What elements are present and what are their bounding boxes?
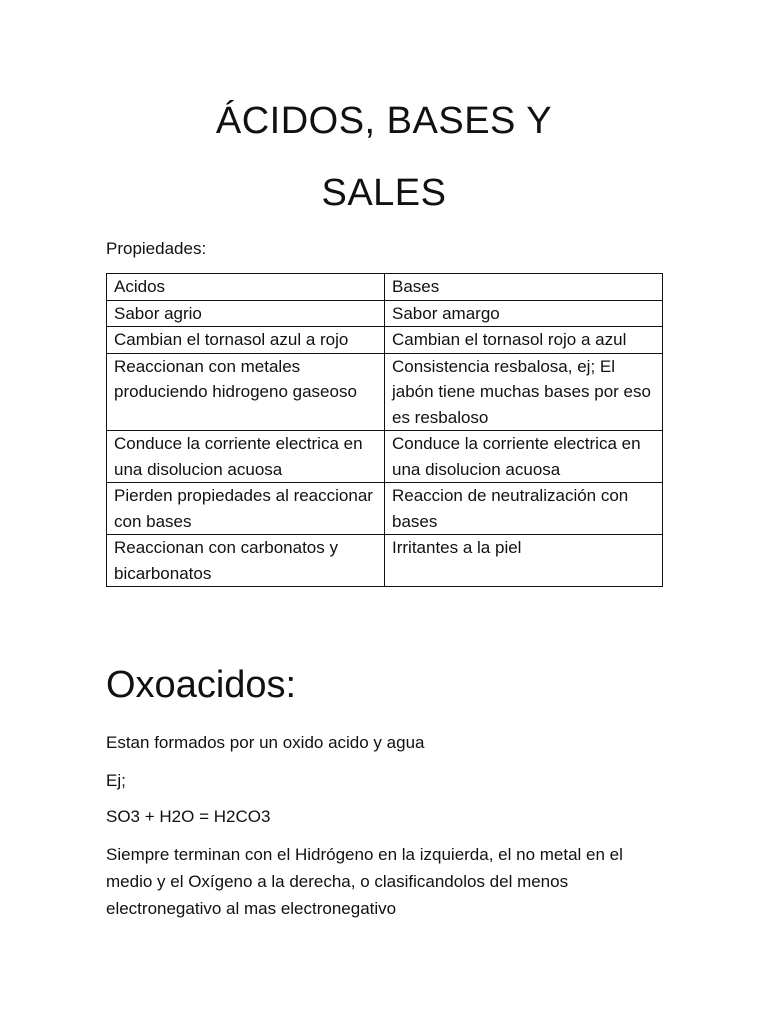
oxoacidos-definition: Estan formados por un oxido acido y agua [106, 733, 425, 752]
page-title-line-1: ÁCIDOS, BASES Y [215, 100, 553, 142]
oxoacidos-heading: Oxoacidos: [106, 664, 297, 706]
table-header-row [107, 274, 663, 301]
page-title-line-2: SALES [321, 172, 447, 214]
table-cell-acid: Reaccionan con carbonatos y bicarbonatos [107, 535, 385, 587]
table-cell-base: Consistencia resbalosa, ej; El jabón tiene muchas bases por eso es resbaloso [385, 353, 663, 431]
table-header-acidos: Acidos [107, 274, 385, 301]
table-cell-acid: Cambian el tornasol azul a rojo [107, 327, 385, 354]
table-cell-base: Conduce la corriente electrica en una disolucion acuosa [385, 431, 663, 483]
table-row [107, 483, 663, 535]
table-cell-base: Irritantes a la piel [385, 535, 663, 587]
table-cell-acid: Pierden propiedades al reaccionar con bases [107, 483, 385, 535]
table-row [107, 353, 663, 431]
table-row [107, 327, 663, 354]
oxoacidos-rule: Siempre terminan con el Hidrógeno en la izquierda, el no metal en el medio y el Oxígeno a la derecha, o clasificandolos del menos electronegativo al mas electronegativo [106, 845, 623, 918]
table-cell-acid: Conduce la corriente electrica en una disolucion acuosa [107, 431, 385, 483]
table-cell-base: Sabor amargo [385, 300, 663, 327]
properties-label: Propiedades: [106, 239, 207, 258]
table-cell-base: Reaccion de neutralización con bases [385, 483, 663, 535]
table-row [107, 300, 663, 327]
table-cell-acid: Reaccionan con metales produciendo hidrogeno gaseoso [107, 353, 385, 431]
table-row [107, 535, 663, 587]
example-equation: SO3 + H2O = H2CO3 [106, 807, 271, 826]
table-cell-base: Cambian el tornasol rojo a azul [385, 327, 663, 354]
table-cell-acid: Sabor agrio [107, 300, 385, 327]
example-label: Ej; [106, 771, 126, 790]
properties-table [106, 273, 663, 587]
table-header-bases: Bases [385, 274, 663, 301]
table-row [107, 431, 663, 483]
